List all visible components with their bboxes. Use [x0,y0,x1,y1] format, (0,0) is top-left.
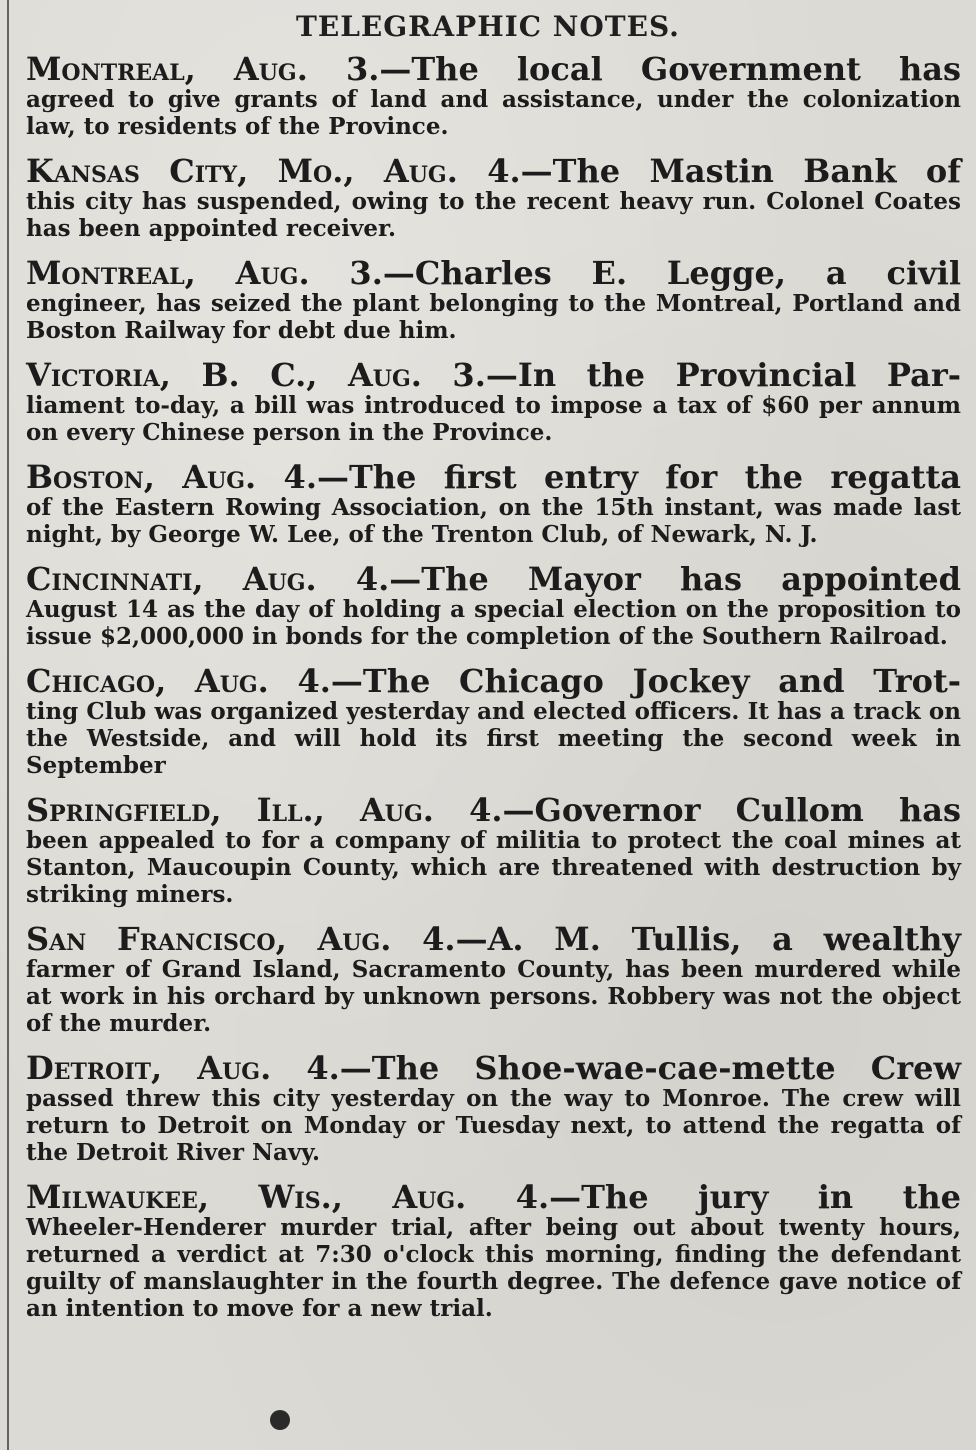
news-item-lead-text: —Charles E. Legge, a civil [382,254,961,292]
news-item-body: Wheeler-Henderer murder trial, after being out about twenty hours, returned a verdict at 7:30 o'clock this morning, finding the defendant guilty of manslaughter in the fourth degree. The defence gave notice of an intention to move for a new trial. [26,1214,961,1322]
news-item-lead-text: —A. M. Tullis, a wealthy [455,920,962,958]
news-item-lead-text: —In the Provincial Par- [485,356,962,394]
news-item-dateline: Victoria, B. C., Aug. 3. [26,356,486,394]
news-item-lead-text: —The Shoe-wae-cae-mette Crew [339,1049,961,1087]
news-item-lead-line [26,562,961,596]
news-item-dateline: Springfield, Ill., Aug. 4. [26,791,503,829]
news-item-body: ting Club was organized yesterday and elected officers. It has a track on the Westside, and will hold its first meeting the second week in September [26,698,961,779]
news-item-lead-line [26,154,961,188]
news-item-lead-line [26,922,961,956]
column-rule [7,0,9,1450]
news-item-dateline: Milwaukee, Wis., Aug. 4. [26,1178,550,1216]
news-item-body: August 14 as the day of holding a special election on the proposition to issue $2,000,000 in bonds for the completion of the Southern Railroad. [26,596,961,650]
news-item [26,793,961,908]
news-item [26,1180,961,1322]
news-item [26,562,961,650]
news-item-lead-line [26,1180,961,1214]
news-item-dateline: Montreal, Aug. 3. [26,50,380,88]
news-item-dateline: Cincinnati, Aug. 4. [26,560,390,598]
news-item-lead-line [26,793,961,827]
news-item [26,256,961,344]
news-item-body: this city has suspended, owing to the recent heavy run. Colonel Coates has been appointed receiver. [26,188,961,242]
news-item-dateline: Kansas City, Mo., Aug. 4. [26,152,521,190]
news-item-lead-text: —The Mastin Bank of [520,152,962,190]
news-item-body: been appealed to for a company of militia to protect the coal mines at Stanton, Maucoupin County, which are threatened with destruction by striking miners. [26,827,961,908]
news-item [26,154,961,242]
news-item-body: engineer, has seized the plant belonging to the Montreal, Portland and Boston Railway for debt due him. [26,290,961,344]
news-item-body: agreed to give grants of land and assistance, under the colonization law, to residents of the Province. [26,86,961,140]
news-item-lead-text: —The first entry for the regatta [316,458,962,496]
news-item-lead-line [26,460,961,494]
news-item-lead-line [26,664,961,698]
news-items [26,52,961,1322]
news-item-body: of the Eastern Rowing Association, on the 15th instant, was made last night, by George W. Lee, of the Trenton Club, of Newark, N. J. [26,494,961,548]
news-item-lead-text: —The jury in the [549,1178,961,1216]
news-item-lead-text: —The local Government has [379,50,962,88]
news-item-dateline: Chicago, Aug. 4. [26,662,331,700]
news-item-lead-line [26,358,961,392]
news-item-body: passed threw this city yesterday on the way to Monroe. The crew will return to Detroit on Monday or Tuesday next, to attend the regatta of the Detroit River Navy. [26,1085,961,1166]
news-item-lead-line [26,1051,961,1085]
news-item-body: farmer of Grand Island, Sacramento County, has been murdered while at work in his orchard by unknown persons. Robbery was not the object of the murder. [26,956,961,1037]
news-item-lead-text: —The Chicago Jockey and Trot- [330,662,961,700]
ink-spot [270,1410,290,1430]
news-item-dateline: San Francisco, Aug. 4. [26,920,456,958]
news-item-dateline: Montreal, Aug. 3. [26,254,383,292]
news-item [26,358,961,446]
news-item-lead-text: —Governor Cullom has [502,791,962,829]
news-item-dateline: Detroit, Aug. 4. [26,1049,340,1087]
news-item [26,1051,961,1166]
news-item-lead-line [26,52,961,86]
news-item [26,52,961,140]
news-item-lead-line [26,256,961,290]
news-item-dateline: Boston, Aug. 4. [26,458,317,496]
section-heading: TELEGRAPHIC NOTES. [296,10,680,43]
news-item [26,664,961,779]
news-item [26,460,961,548]
news-item-body: liament to-day, a bill was introduced to impose a tax of $60 per annum on every Chinese person in the Province. [26,392,961,446]
news-item [26,922,961,1037]
news-item-lead-text: —The Mayor has appointed [389,560,962,598]
